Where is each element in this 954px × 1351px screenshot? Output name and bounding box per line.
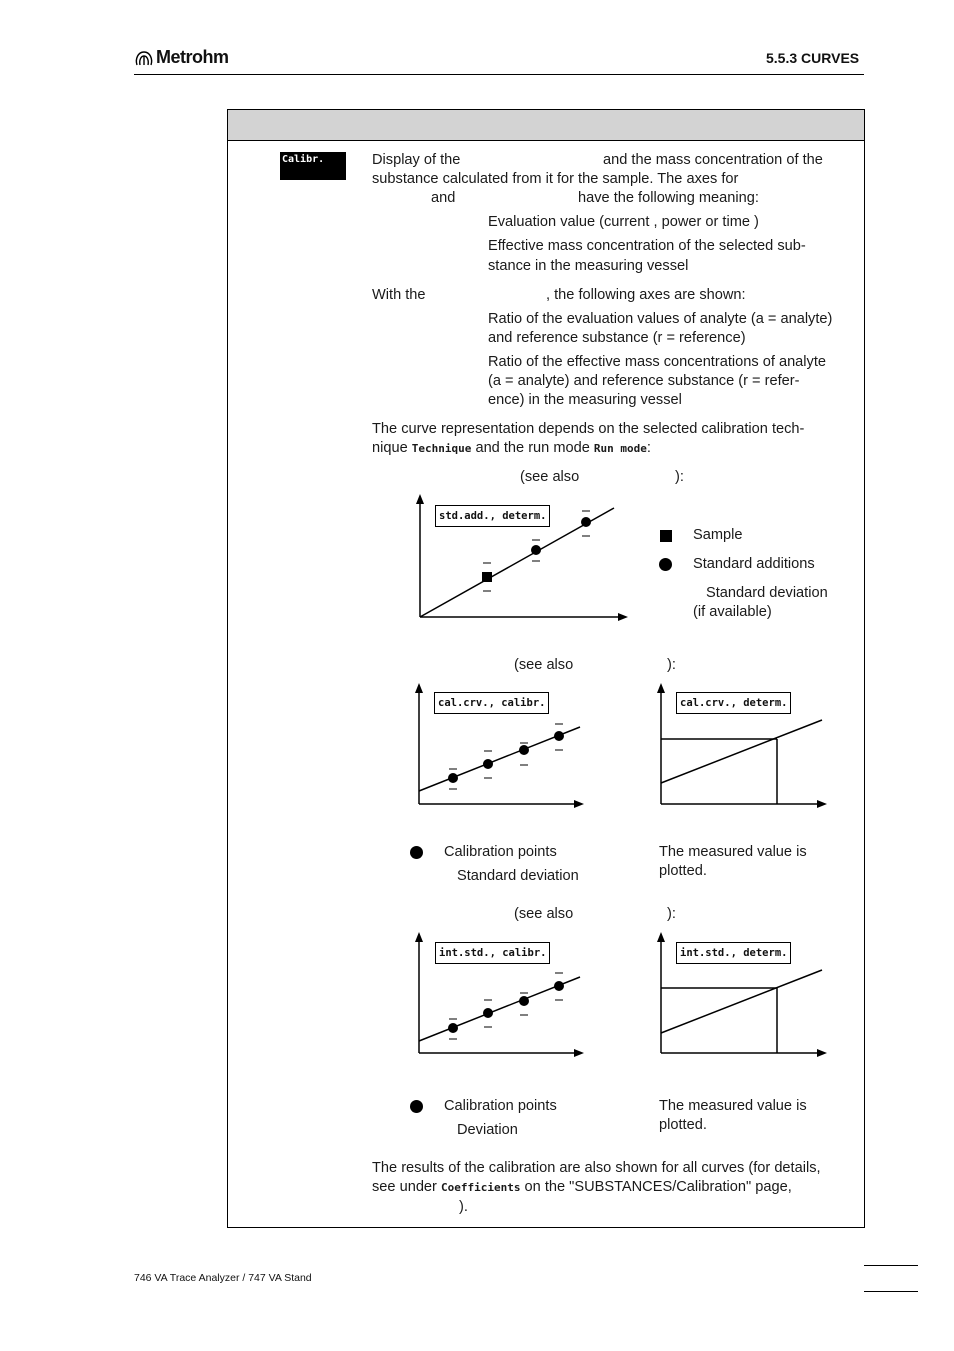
end-l3: ). bbox=[459, 1199, 468, 1215]
p2-d1a: Ratio of the evaluation values of analyte (a = analyte) bbox=[488, 311, 833, 327]
see3a: (see also bbox=[514, 906, 574, 922]
legend1-sample: Sample bbox=[693, 527, 743, 543]
p2-d2a: Ratio of the effective mass concentrations of analyte bbox=[488, 354, 827, 370]
chart3-label: cal.crv., determ. bbox=[676, 692, 791, 714]
legend1-std-add: Standard additions bbox=[693, 556, 815, 572]
see2b: ): bbox=[667, 657, 676, 673]
see3b: ): bbox=[667, 906, 676, 922]
end-l2 bbox=[372, 1178, 792, 1197]
p2-b: , the following axes are shown: bbox=[546, 287, 746, 303]
end-l2b: on the "SUBSTANCES/Calibration" page, bbox=[524, 1179, 792, 1195]
p1-d2a: Effective mass concentration of the selected sub- bbox=[488, 238, 806, 254]
p2-d2b: (a = analyte) and reference substance (r = refer- bbox=[488, 373, 800, 389]
chart5-label: int.std., determ. bbox=[676, 942, 791, 964]
legend2-measured-1: The measured value is bbox=[659, 844, 807, 860]
footer-rule-bottom bbox=[864, 1291, 918, 1292]
footer-product: 746 VA Trace Analyzer / 747 VA Stand bbox=[134, 1272, 312, 1284]
legend2-measured-2: plotted. bbox=[659, 863, 707, 879]
p1-l1a: Display of the bbox=[372, 152, 461, 168]
footer-rule-top bbox=[864, 1265, 918, 1266]
cal-point-dot-icon-2 bbox=[410, 1100, 423, 1113]
chart4-label: int.std., calibr. bbox=[435, 942, 550, 964]
section-title: 5.5.3 CURVES bbox=[766, 50, 860, 66]
p3-runmode: Run mode bbox=[593, 442, 647, 455]
legend3-cal-points: Calibration points bbox=[444, 1098, 557, 1114]
p1-l3b: have the following meaning: bbox=[578, 190, 759, 206]
legend3-deviation: Deviation bbox=[457, 1122, 518, 1138]
end-l2a: see under bbox=[372, 1179, 437, 1195]
p2-d2c: ence) in the measuring vessel bbox=[488, 392, 682, 408]
legend3-measured-1: The measured value is bbox=[659, 1098, 807, 1114]
see1a: (see also bbox=[520, 469, 580, 485]
p1-l3a: and bbox=[431, 190, 456, 206]
legend2-cal-points: Calibration points bbox=[444, 844, 557, 860]
p3-technique: Technique bbox=[411, 442, 472, 455]
p3-l2a: nique bbox=[372, 440, 408, 456]
p1-l1b: and the mass concentration of the bbox=[603, 152, 823, 168]
end-l1: The results of the calibration are also shown for all curves (for details, bbox=[372, 1160, 821, 1176]
p2-a: With the bbox=[372, 287, 426, 303]
p1-l2: substance calculated from it for the sample. The axes for bbox=[372, 171, 739, 187]
p1-d1: Evaluation value (current , power or time ) bbox=[488, 214, 759, 230]
p2-d1b: and reference substance (r = reference) bbox=[488, 330, 746, 346]
calibr-key: Calibr. bbox=[280, 152, 346, 180]
chart1-label: std.add., determ. bbox=[435, 505, 550, 527]
see2a: (see also bbox=[514, 657, 574, 673]
legend1-std-dev: Standard deviation bbox=[706, 585, 828, 601]
end-coefficients: Coefficients bbox=[440, 1181, 521, 1194]
see1b: ): bbox=[675, 469, 684, 485]
p3-l2c: : bbox=[646, 440, 651, 456]
p1-d2b: stance in the measuring vessel bbox=[488, 258, 689, 274]
legend3-measured-2: plotted. bbox=[659, 1117, 707, 1133]
p3-l2b: and the run mode bbox=[475, 440, 590, 456]
chart2-label: cal.crv., calibr. bbox=[434, 692, 549, 714]
legend1-std-dev-note: (if available) bbox=[693, 604, 772, 620]
p3-l1: The curve representation depends on the selected calibration tech- bbox=[372, 421, 805, 437]
legend2-std-dev: Standard deviation bbox=[457, 868, 579, 884]
brand-name: Metrohm bbox=[156, 47, 229, 67]
